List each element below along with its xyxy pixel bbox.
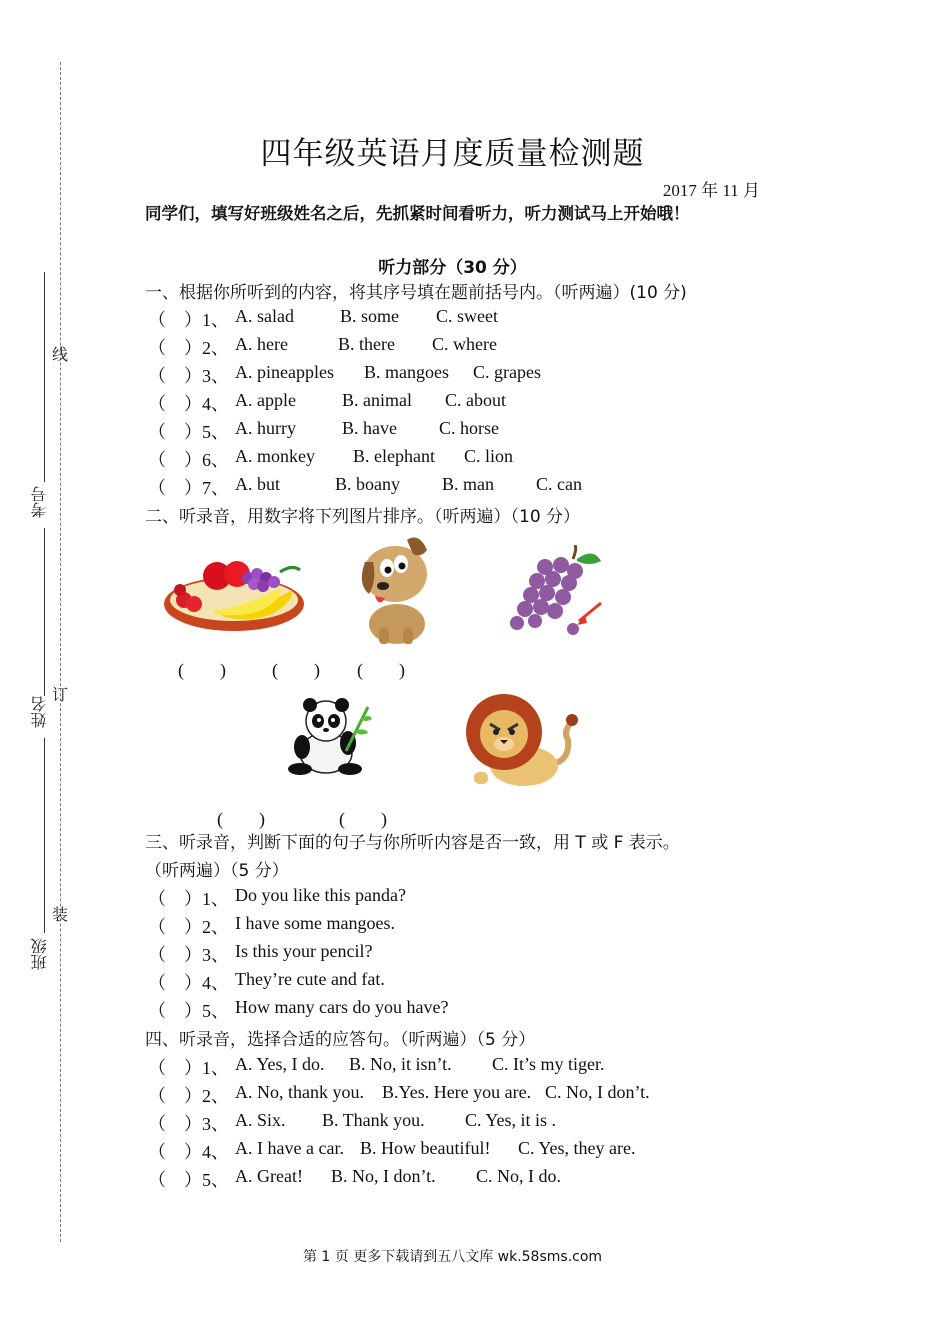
option-b: B. mangoes xyxy=(364,362,449,382)
option-c: C. about xyxy=(445,390,506,410)
answer-blank[interactable]: （ ）1、 xyxy=(148,310,229,330)
page-footer: 第 1 页 更多下载请到五八文库 wk.58sms.com xyxy=(302,1249,603,1265)
option-c: C. It’s my tiger. xyxy=(492,1054,605,1074)
answer-blank[interactable]: （ ）2、 xyxy=(148,338,229,358)
option-c: B. man xyxy=(442,474,494,494)
answer-blank[interactable]: （ ）1、 xyxy=(148,889,229,909)
option-b: B. elephant xyxy=(353,446,435,466)
listening-section-title: 听力部分（30 分） xyxy=(378,258,527,278)
exam-no-underline-lower xyxy=(44,528,45,696)
page-title: 四年级英语月度质量检测题 xyxy=(260,136,645,172)
statement-text: I have some mangoes. xyxy=(235,913,395,933)
grapes-picture xyxy=(505,545,605,637)
option-c: C. sweet xyxy=(436,306,498,326)
option-b: B.Yes. Here you are. xyxy=(382,1082,532,1102)
picture-order-blank-2[interactable]: ( ) xyxy=(272,660,320,680)
option-b: B. animal xyxy=(342,390,412,410)
answer-blank[interactable]: （ ）4、 xyxy=(148,394,229,414)
option-c: C. grapes xyxy=(473,362,541,382)
option-b: B. How beautiful! xyxy=(360,1138,491,1158)
option-a: A. Great! xyxy=(235,1166,303,1186)
answer-blank[interactable]: （ ）1、 xyxy=(148,1058,229,1078)
dog-picture xyxy=(355,532,437,646)
option-a: A. pineapples xyxy=(235,362,334,382)
option-c: C. Yes, it is . xyxy=(465,1110,557,1130)
option-a: A. apple xyxy=(235,390,296,410)
class-label: 班级 xyxy=(30,938,49,970)
fruit-plate-picture xyxy=(162,552,307,634)
option-d: C. can xyxy=(536,474,582,494)
answer-blank[interactable]: （ ）7、 xyxy=(148,478,229,498)
answer-blank[interactable]: （ ）2、 xyxy=(148,1086,229,1106)
exam-no-underline xyxy=(44,272,45,482)
answer-blank[interactable]: （ ）5、 xyxy=(148,1001,229,1021)
option-c: C. Yes, they are. xyxy=(518,1138,636,1158)
answer-blank[interactable]: （ ）2、 xyxy=(148,917,229,937)
statement-text: They’re cute and fat. xyxy=(235,969,385,989)
notice-text: 同学们，填写好班级姓名之后，先抓紧时间看听力，听力测试马上开始哦！ xyxy=(145,204,690,223)
panda-picture xyxy=(288,695,372,775)
statement-text: Is this your pencil? xyxy=(235,941,373,961)
answer-blank[interactable]: （ ）4、 xyxy=(148,1142,229,1162)
picture-order-blank-5[interactable]: ( ) xyxy=(339,809,387,829)
part3-heading-continued: （听两遍）（5 分） xyxy=(145,861,289,881)
binding-dashed-line xyxy=(60,62,61,1242)
option-a: A. but xyxy=(235,474,280,494)
option-b: B. there xyxy=(338,334,395,354)
option-a: A. hurry xyxy=(235,418,296,438)
lion-picture xyxy=(458,690,580,788)
option-b: B. No, it isn’t. xyxy=(349,1054,452,1074)
part2-heading: 二、听录音，用数字将下列图片排序。（听两遍）（10 分） xyxy=(145,507,581,527)
option-a: A. monkey xyxy=(235,446,315,466)
picture-order-blank-1[interactable]: ( ) xyxy=(178,660,226,680)
option-a: A. salad xyxy=(235,306,294,326)
margin-bind-label: 装 xyxy=(52,905,69,924)
option-b: B. Thank you. xyxy=(322,1110,425,1130)
statement-text: Do you like this panda? xyxy=(235,885,406,905)
answer-blank[interactable]: （ ）5、 xyxy=(148,422,229,442)
option-a: A. Six. xyxy=(235,1110,286,1130)
part1-heading: 一、根据你所听到的内容，将其序号填在题前括号内。（听两遍）(10 分) xyxy=(145,283,687,303)
option-a: A. I have a car. xyxy=(235,1138,344,1158)
option-b: B. some xyxy=(340,306,400,326)
answer-blank[interactable]: （ ）3、 xyxy=(148,1114,229,1134)
name-underline xyxy=(44,738,45,933)
picture-order-blank-3[interactable]: ( ) xyxy=(357,660,405,680)
statement-text: How many cars do you have? xyxy=(235,997,449,1017)
part4-heading: 四、听录音，选择合适的应答句。（听两遍）（5 分） xyxy=(145,1030,536,1050)
option-a: A. No, thank you. xyxy=(235,1082,364,1102)
option-b: B. No, I don’t. xyxy=(331,1166,436,1186)
answer-blank[interactable]: （ ）6、 xyxy=(148,450,229,470)
part3-heading: 三、听录音，判断下面的句子与你所听内容是否一致，用 T 或 F 表示。 xyxy=(145,833,680,853)
option-c: C. No, I do. xyxy=(476,1166,561,1186)
answer-blank[interactable]: （ ）5、 xyxy=(148,1170,229,1190)
exam-no-label: 考号 xyxy=(30,486,49,518)
picture-order-blank-4[interactable]: ( ) xyxy=(217,809,265,829)
option-a: A. here xyxy=(235,334,288,354)
margin-line-label: 线 xyxy=(52,345,69,364)
answer-blank[interactable]: （ ）4、 xyxy=(148,973,229,993)
name-label: 姓名 xyxy=(30,696,49,728)
option-b: B. boany xyxy=(335,474,400,494)
option-a: A. Yes, I do. xyxy=(235,1054,325,1074)
exam-date: 2017 年 11 月 xyxy=(662,181,760,200)
option-c: C. lion xyxy=(464,446,514,466)
option-c: C. horse xyxy=(439,418,499,438)
answer-blank[interactable]: （ ）3、 xyxy=(148,945,229,965)
option-b: B. have xyxy=(342,418,397,438)
margin-order-label: 订 xyxy=(52,685,69,704)
option-c: C. where xyxy=(432,334,497,354)
answer-blank[interactable]: （ ）3、 xyxy=(148,366,229,386)
option-c: C. No, I don’t. xyxy=(545,1082,650,1102)
